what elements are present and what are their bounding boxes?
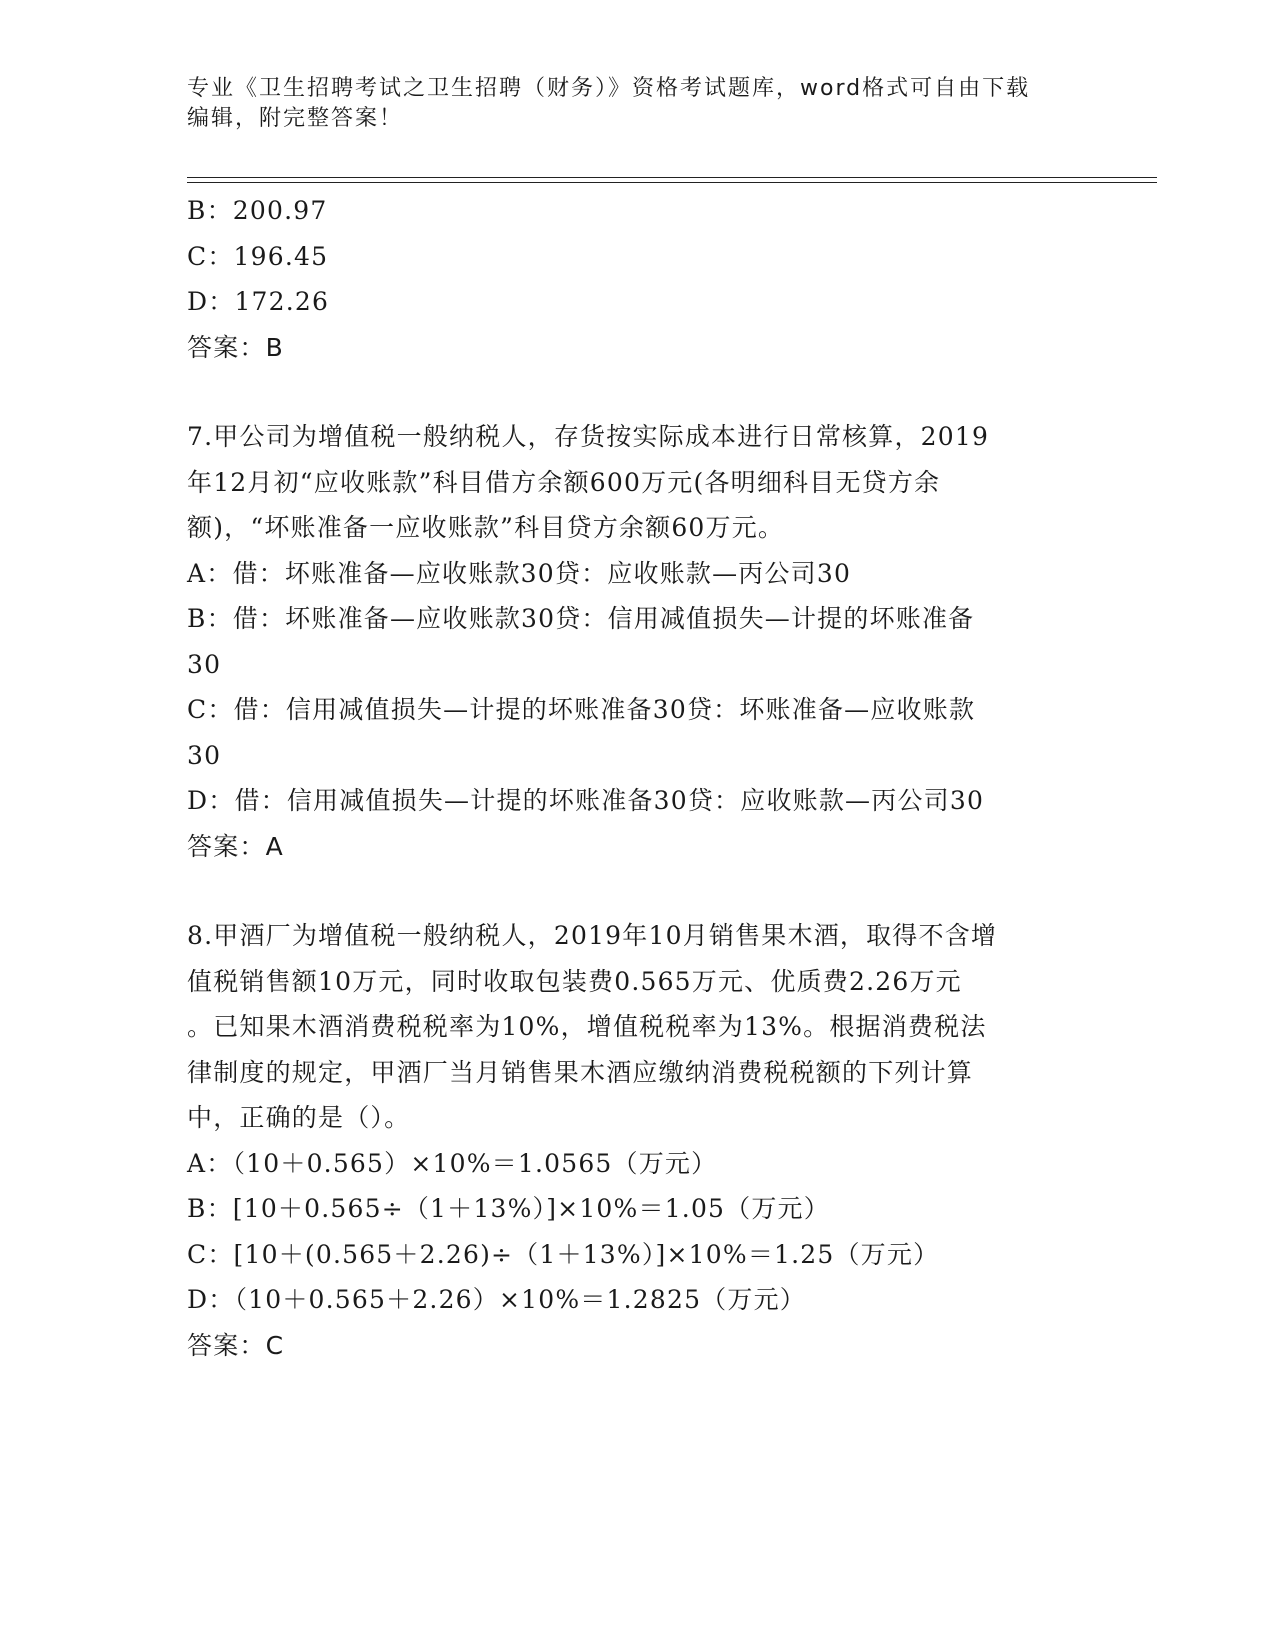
question-stem-line: 8.甲酒厂为增值税一般纳税人，2019年10月销售果木酒，取得不含增 xyxy=(187,921,998,950)
question-stem-line: 中，正确的是（）。 xyxy=(187,1103,411,1132)
option-b: B：200.97 xyxy=(187,196,328,225)
option-b-continued: 30 xyxy=(187,649,222,679)
answer-line: 答案：A xyxy=(187,831,284,861)
option-c: C：196.45 xyxy=(187,241,329,271)
spacer xyxy=(187,370,1087,414)
header-divider-bottom xyxy=(187,182,1157,183)
question-stem-line: 7.甲公司为增值税一般纳税人，存货按实际成本进行日常核算，2019 xyxy=(187,422,990,451)
question-8 xyxy=(187,913,1087,1368)
option-a: A：借：坏账准备—应收账款30贷：应收账款—丙公司30 xyxy=(187,558,852,588)
question-stem-line: 。已知果木酒消费税税率为10%，增值税税率为13%。根据消费税法 xyxy=(187,1012,987,1041)
document-header xyxy=(187,74,1087,134)
question-stem-line: 律制度的规定，甲酒厂当月销售果木酒应缴纳消费税税额的下列计算 xyxy=(187,1057,974,1087)
option-b: B：[10＋0.565÷（1＋13%）]×10%＝1.05（万元） xyxy=(187,1194,830,1223)
question-7 xyxy=(187,414,1087,869)
document-body xyxy=(187,188,1087,1368)
previous-question xyxy=(187,188,1087,370)
option-c-continued: 30 xyxy=(187,740,222,770)
option-d: D：借：信用减值损失—计提的坏账准备30贷：应收账款—丙公司30 xyxy=(187,786,985,815)
answer-line: 答案：B xyxy=(187,332,284,362)
header-line-1: 专业《卫生招聘考试之卫生招聘（财务）》资格考试题库，word格式可自由下载 xyxy=(187,76,1031,101)
question-stem-line: 值税销售额10万元，同时收取包装费0.565万元、优质费2.26万元 xyxy=(187,966,962,996)
option-d: D：172.26 xyxy=(187,287,330,316)
header-line-2: 编辑，附完整答案！ xyxy=(187,106,404,131)
question-stem-line: 年12月初“应收账款”科目借方余额600万元(各明细科目无贷方余 xyxy=(187,467,941,497)
option-c: C：[10＋(0.565＋2.26)÷（1＋13%）]×10%＝1.25（万元） xyxy=(187,1239,940,1269)
option-d: D：（10＋0.565＋2.26）×10%＝1.2825（万元） xyxy=(187,1285,806,1314)
spacer xyxy=(187,869,1087,913)
question-stem-line: 额)，“坏账准备一应收账款”科目贷方余额60万元。 xyxy=(187,513,785,542)
option-a: A：（10＋0.565）×10%＝1.0565（万元） xyxy=(187,1148,718,1178)
answer-line: 答案：C xyxy=(187,1330,285,1360)
option-b: B：借：坏账准备—应收账款30贷：信用减值损失—计提的坏账准备 xyxy=(187,604,975,633)
option-c: C：借：信用减值损失—计提的坏账准备30贷：坏账准备—应收账款 xyxy=(187,695,976,724)
header-divider-top xyxy=(187,177,1157,178)
